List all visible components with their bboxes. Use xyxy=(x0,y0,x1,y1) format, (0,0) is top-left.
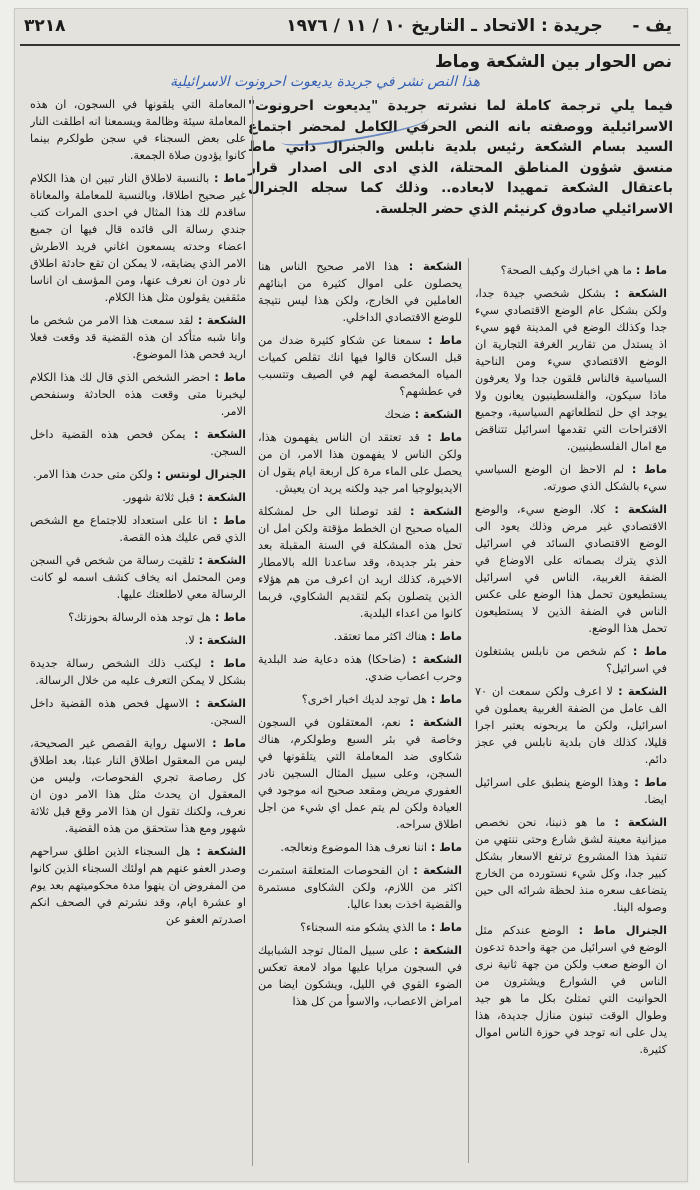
speaker-label: الشكعة : xyxy=(612,685,667,698)
speaker-label: ماط : xyxy=(419,431,462,444)
speaker-label: ماط : xyxy=(201,657,246,670)
dialogue-text: هل السجناء الذين اطلق سراحهم وصدر العفو عنهم هم اولئك السجناء الذين كانوا من المفروض ان ينهوا مدة محكوميتهم بعد يوم او عشرة ايام، وقد نشرتم في الصحف انكم اصدرتم العفو عن xyxy=(30,845,246,926)
speaker-label: ماط : xyxy=(426,693,462,706)
speaker-label: الشكعة : xyxy=(605,287,667,300)
dialogue-paragraph xyxy=(258,406,462,423)
dialogue-text: ان الفحوصات المتعلقة استمرت اكثر من اللازم، ولكن الشكاوى مستمرة والقضية اخذت بعدا عاليا. xyxy=(258,864,462,911)
speaker-label: الشكعة : xyxy=(194,491,246,504)
speaker-label: الشكعة : xyxy=(400,716,462,729)
handwritten-note: هذا النص نشر في جريدة يديعوت احرونوت الاسرائيلية xyxy=(169,74,481,90)
dialogue-paragraph xyxy=(258,429,462,497)
dialogue-text: نعم، المعتقلون في السجون وخاصة في بئر السبع وطولكرم، هناك شكاوى ضد المعاملة التي يتلقونها في السجن، وعلى سبيل المثال السجين نادر العفوري مريض ومقعد صحيح انه موجود في العيادة ولكن لم يتم عمل اي شيء من اجل اطلاق سراحه. xyxy=(258,716,462,831)
dialogue-paragraph xyxy=(258,942,462,1010)
header-text xyxy=(286,16,672,36)
header-rule xyxy=(20,44,680,46)
dialogue-paragraph xyxy=(30,96,246,164)
dialogue-paragraph xyxy=(475,683,667,768)
speaker-label: ماط : xyxy=(624,463,667,476)
column-divider xyxy=(252,96,253,1166)
article-title: نص الحوار بين الشكعة وماط xyxy=(434,52,672,72)
dialogue-paragraph xyxy=(258,332,462,400)
dialogue-paragraph xyxy=(258,839,462,856)
dialogue-text: ليكتب ذلك الشخص رسالة جديدة بشكل لا يمكن التعرف عليه من خلال الرسالة. xyxy=(30,657,246,687)
dialogue-paragraph xyxy=(30,466,246,483)
speaker-label: الشكعة : xyxy=(190,845,246,858)
speaker-label: الشكعة : xyxy=(605,503,667,516)
dialogue-paragraph xyxy=(30,843,246,928)
speaker-label: الشكعة : xyxy=(605,816,667,829)
archive-number: ٣٢١٨ xyxy=(24,16,66,36)
dialogue-paragraph xyxy=(30,695,246,729)
dialogue-text: ضحك xyxy=(384,408,411,421)
dialogue-text: (ضاحكا) هذه دعاية ضد البلدية وحرب اعصاب ضدي. xyxy=(258,653,462,683)
dialogue-paragraph xyxy=(475,814,667,916)
speaker-label: ماط : xyxy=(631,264,667,277)
speaker-label: ماط : xyxy=(210,611,246,624)
dialogue-paragraph xyxy=(30,655,246,689)
dialogue-paragraph xyxy=(30,170,246,306)
speaker-label: ماط : xyxy=(628,776,667,789)
dialogue-paragraph xyxy=(475,922,667,1058)
dialogue-text: كلا، الوضع سيء، والوضع الاقتصادي غير مرض وذلك يعود الى الوضع الاقتصادي السائد في اسرائيل الذي يترك بصماته على الاوضاع في الضفة الغربية، الناس في اسرائيل يستطيعون تحمل هذا الوضع على عكس الناس في الضفة الذين لا يستطيعون تحمل هذا الوضع. xyxy=(475,503,667,635)
dialogue-text: سمعنا عن شكاو كثيرة ضدك من قبل السكان قالوا فيها انك تقلص كميات المياه المخصصة لهم في الصيف وتتسبب في عطشهم؟ xyxy=(258,334,462,398)
dialogue-text: هذا الامر صحيح الناس هنا يحصلون على اموال كثيرة من ابنائهم العاملين في الخارج، ولكن هذا ليس نتيجة للوضع الاقتصادي الداخلي. xyxy=(258,260,462,324)
speaker-label: الشكعة : xyxy=(194,554,246,567)
dialogue-text: بشكل شخصي جيدة جدا، ولكن بشكل عام الوضع الاقتصادي سيء جدا وكذلك الوضع في المدينة فهو سيء اذ يستدل من تقارير الغرفة التجارية ان الوضع الاقتصادي سيء ومن الناحية السياسية فالناس قلقون جدا ولا يعرفون ماذا سيكون، والفلسطينيون يعانون ولا يوجد اي حل لتطلعاتهم السياسية، وجميع الاقتراحات التي تقدمها اسرائيل تتناقض مع امال الفلسطينيين. xyxy=(475,287,667,453)
dialogue-text: على سبيل المثال توجد الشبابيك في السجون مرايا عليها مواد لامعة تعكس الضوء القوي في الليل، ويشكون ايضا من امراض الاعصاب، والاسوأ من كل هذا xyxy=(258,944,462,1008)
dialogue-text: لا. xyxy=(184,634,195,647)
dialogue-paragraph xyxy=(30,512,246,546)
dialogue-paragraph xyxy=(30,609,246,626)
speaker-label: الشكعة : xyxy=(408,944,462,957)
speaker-label: الشكعة : xyxy=(194,634,246,647)
dialogue-paragraph xyxy=(475,461,667,495)
dialogue-paragraph xyxy=(258,691,462,708)
article-column-3 xyxy=(30,96,246,1166)
speaker-label: الشكعة : xyxy=(405,653,462,666)
dialogue-paragraph xyxy=(30,369,246,420)
dialogue-text: ما هو ذنبنا، نحن نخصص ميزانية معينة لشق شارع وحتى ننتهي من تنفيذ هذا المشروع ترتفع الاسعار بشكل كبير جدا، وكل شيء نستورده من الخارج يتضاعف سعره منذ لحظة شرائه الى حين وصوله الينا. xyxy=(475,816,667,914)
speaker-label: الشكعة : xyxy=(401,505,462,518)
dialogue-paragraph xyxy=(258,714,462,833)
dialogue-text: قد تعتقد ان الناس يفهمون هذا، ولكن الناس لا يفهمون هذا الامر، ان من يحصل على الماء مرة كل اربعة ايام يقول ان الايديولوجيا امر جيد ولكنه يريد ان يعيش. xyxy=(258,431,462,495)
speaker-label: ماط : xyxy=(209,172,246,185)
speaker-label: ماط : xyxy=(426,630,462,643)
dialogue-text: الوضع عندكم مثل الوضع في اسرائيل من جهة واحدة تدعون ان الوضع صعب ولكن من جهة ثانية نرى الناس في الشوارع ويشترون من الحوانيت التي تمتلئ بكل ما هو جيد وطوال الوقت تبنون منازل جديدة، هذا يدل على انه توجد في حوزة الناس اموال كثيرة. xyxy=(475,924,667,1056)
dialogue-paragraph xyxy=(30,312,246,363)
speaker-label: ماط : xyxy=(207,514,246,527)
dialogue-text: هل توجد لديك اخبار اخرى؟ xyxy=(301,693,427,706)
speaker-label: ماط : xyxy=(421,334,462,347)
dialogue-text: وهذا الوضع ينطبق على اسرائيل ايضا. xyxy=(475,776,667,806)
speaker-label: الشكعة : xyxy=(188,697,246,710)
dialogue-text: ما هي اخبارك وكيف الصحة؟ xyxy=(500,264,632,277)
dialogue-text: لقد توصلنا الى حل لمشكلة المياه صحيح ان الخطط مؤقتة ولكن امل ان تحل هذه المشكلة في السنة المقبلة بعد حفر بئر جديدة، وقد ساعدنا الله بالامطار الاخيرة، كذلك اريد ان اعرف من هم هؤلاء الذين يتصلون بكم لتقديم الشكاوي، فربما كانوا من اعداء البلدية. xyxy=(258,505,462,620)
speaker-label: ماط : xyxy=(625,645,667,658)
article-column-1 xyxy=(475,262,667,1167)
article-lead: فيما يلي ترجمة كاملة لما نشرته جريدة "يديعوت احرونوت" الاسرائيلية ووصفته بانه النص الحرفي الكامل لمحضر اجتماع السيد بسام الشكعة رئيس بلدية نابلس والجنرال داني ماط منسق شؤون المناطق المحتلة، الذي ادى الى اصدار قرار باعتقال الشكعة تمهيدا لابعاده.. وذلك كما سجله الجنرال الاسرائيلي صادوق كرنيئم الذي حضر الجلسة. xyxy=(248,98,673,217)
dialogue-text: لقد سمعت هذا الامر من شخص ما وانا شبه متأكد ان هذه القضية قد وقعت فعلا اريد فحص هذا الموضوع. xyxy=(30,314,246,361)
dialogue-paragraph xyxy=(475,262,667,279)
dialogue-text: ولكن متى حدث هذا الامر. xyxy=(33,468,153,481)
speaker-label: الشكعة : xyxy=(193,314,246,327)
dialogue-text: ما الذي يشكو منه السجناء؟ xyxy=(300,921,427,934)
dialogue-text: الاسهل فحص هذه القضية داخل السجن. xyxy=(30,697,246,727)
dialogue-text: انا على استعداد للاجتماع مع الشخص الذي قص عليك هذه القصة. xyxy=(30,514,246,544)
dialogue-text: لم الاحظ ان الوضع السياسي سيء بالشكل الذي صورته. xyxy=(475,463,667,493)
dialogue-text: احضر الشخص الذي قال لك هذا الكلام ليخبرنا متى وقعت هذه الحادثة وسنفحص الامر. xyxy=(30,371,246,418)
dialogue-paragraph xyxy=(30,632,246,649)
speaker-label: ماط : xyxy=(205,737,246,750)
dialogue-text: اننا نعرف هذا الموضوع ونعالجه. xyxy=(280,841,427,854)
dialogue-paragraph xyxy=(258,919,462,936)
dialogue-text: كم شخص من نابلس يشتغلون في اسرائيل؟ xyxy=(475,645,667,675)
dialogue-paragraph xyxy=(30,489,246,506)
dialogue-text: بالنسبة لاطلاق النار تبين ان هذا الكلام غير صحيح اطلاقا، وبالنسبة للمعاملة والمعاناة ساقدم لك هذا المثال في احدى المرات كتب جندي رسالة الى قائده قال فيها ان جميع اعضاء وحدته يسمعون اغاني فريد الاطرش الامر الذي يضايقه، لا يمكن ان تقع حادثة اطلاق نار دون ان نعرف عنها، ومن المؤسف ان اناسا مثقفين يقولون مثل هذا الكلام. xyxy=(30,172,246,304)
clipping-header xyxy=(20,14,680,48)
dialogue-paragraph xyxy=(475,501,667,637)
dialogue-paragraph xyxy=(30,552,246,603)
column-divider xyxy=(468,258,469,1163)
dialogue-text: المعاملة التي يلقونها في السجون، ان هذه المعاملة سيئة وظالمة ويسمعنا انه اطلقت النار على بعض السجناء في سجن طولكرم بينما كانوا يؤدون صلاة الجمعة. xyxy=(30,98,246,162)
speaker-label: الشكعة : xyxy=(408,864,462,877)
speaker-label: ماط : xyxy=(426,841,462,854)
dialogue-paragraph xyxy=(475,774,667,808)
dialogue-paragraph xyxy=(258,862,462,913)
dialogue-paragraph xyxy=(30,735,246,837)
speaker-label: ماط : xyxy=(209,371,246,384)
dialogue-paragraph xyxy=(30,426,246,460)
dialogue-paragraph xyxy=(258,628,462,645)
dialogue-text: يمكن فحص هذه القضية داخل السجن. xyxy=(30,428,246,458)
speaker-label: الشكعة : xyxy=(185,428,246,441)
article-column-2 xyxy=(258,258,462,1168)
dialogue-text: تلقيت رسالة من شخص في السجن ومن المحتمل انه يخاف كشف اسمه لو كانت الرسالة معي لاطلعتك عليها. xyxy=(30,554,246,601)
dialogue-paragraph xyxy=(258,651,462,685)
speaker-label: ماط : xyxy=(426,921,462,934)
speaker-label: الجنرال لونتس : xyxy=(152,468,246,481)
speaker-label: الشكعة : xyxy=(399,260,462,273)
dialogue-paragraph xyxy=(258,258,462,326)
dialogue-text: لا اعرف ولكن سمعت ان ٧٠ الف عامل من الضفة الغربية يعملون في اسرائيل، ولكن ما يربحونه يعتبر اجرا قليلا، كذلك فان بلدية نابلس في عجز دائم. xyxy=(475,685,667,766)
speaker-label: الجنرال ماط : xyxy=(568,924,667,937)
dialogue-text: قبل ثلاثة شهور. xyxy=(122,491,195,504)
newspaper-date-label: جريدة : الاتحاد ـ التاريخ ١٠ / ١١ / ١٩٧٦ xyxy=(286,16,603,36)
dialogue-text: الاسهل رواية القصص غير الصحيحة، ليس من المعقول اطلاق النار عبثا، بعد اطلاق كل رصاصة تجري الفحوصات، وليس من المعقول ان يحدث مثل هذا الامر دون ان نعرف، ولكنك تقول ان هذا الامر وقع قبل ثلاثة شهور ومع هذا ستحقق من هذه القضية. xyxy=(30,737,246,835)
dialogue-paragraph xyxy=(475,285,667,455)
dialogue-paragraph xyxy=(475,643,667,677)
speaker-label: الشكعة : xyxy=(410,408,462,421)
header-right-text: يف - xyxy=(632,16,672,36)
dialogue-paragraph xyxy=(258,503,462,622)
dialogue-text: هل توجد هذه الرسالة بحوزتك؟ xyxy=(68,611,211,624)
dialogue-text: هناك اكثر مما تعتقد. xyxy=(333,630,427,643)
